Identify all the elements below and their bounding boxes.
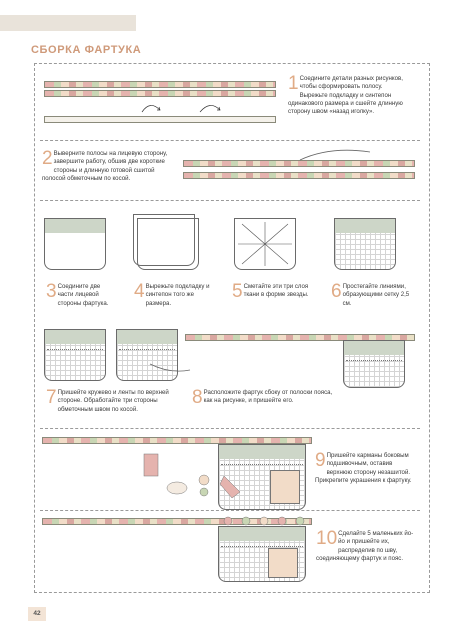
decorations-icon [140, 452, 250, 512]
pocket [270, 470, 300, 504]
step-2: 2 Выверните полосы на лицевую сторону, завершите работу, обшив две короткие стороны и длинную готовой сшитой полосой обметочным по косой. [42, 148, 168, 182]
step-6: 6 Простегайте линиями, образующими сетку 2,5 см. [331, 281, 410, 307]
step-10: 10 Сделайте 5 маленьких йо-йо и пришейте их, распределив по шву, соединяющему фартук и пояс. [316, 528, 414, 562]
divider [40, 140, 420, 141]
step-1: 1 Соедините детали разных рисунков, чтобы сформировать полосу. Вырежьте подкладку и синтепон одинакового размера и сшейте длинную сторону швом «назад иголку». [288, 73, 403, 116]
divider [40, 428, 420, 429]
divider [40, 510, 420, 511]
fabric-strip [44, 90, 276, 97]
divider [40, 200, 420, 201]
step-4: 4 Вырежьте подкладку и синтепон того же размера. [134, 281, 210, 307]
bias-strip [183, 172, 415, 179]
ribbon-icon [150, 360, 190, 376]
step-8: 8 Расположите фартук сбоку от полоски пояса, как на рисунке, и пришейте его. [192, 387, 333, 408]
binding-icon [300, 146, 380, 162]
lining-strip [44, 116, 276, 123]
apron-attached [343, 340, 405, 388]
step-7: 7 Пришейте кружево и ленты по верхней стороне. Обработайте три стороны обметочным швом по косой. [46, 387, 169, 413]
step-9: 9 Пришейте карманы боковым подшивочным, оставив верхнюю сторону незашитой. Прикрепите украшения к фартуку. [315, 450, 412, 484]
fabric-strip [44, 81, 276, 88]
quilted-grid [334, 218, 396, 270]
waistband-strip [42, 437, 312, 444]
lining-stack-back [133, 214, 195, 266]
bias-strip [183, 160, 415, 167]
apron-with-lace [44, 329, 106, 381]
header-bar [0, 15, 136, 31]
apron-front [44, 218, 106, 270]
arrow-icons [140, 100, 230, 114]
step-3: 3 Соедините две части лицевой стороны фартука. [46, 281, 109, 307]
section-title: СБОРКА ФАРТУКА [31, 44, 142, 56]
pocket [268, 548, 298, 578]
star-basting-icon [234, 218, 296, 270]
step-5: 5 Сметайте эти три слоя ткани в форме звезды. [232, 281, 309, 302]
page-number: 42 [28, 607, 46, 621]
